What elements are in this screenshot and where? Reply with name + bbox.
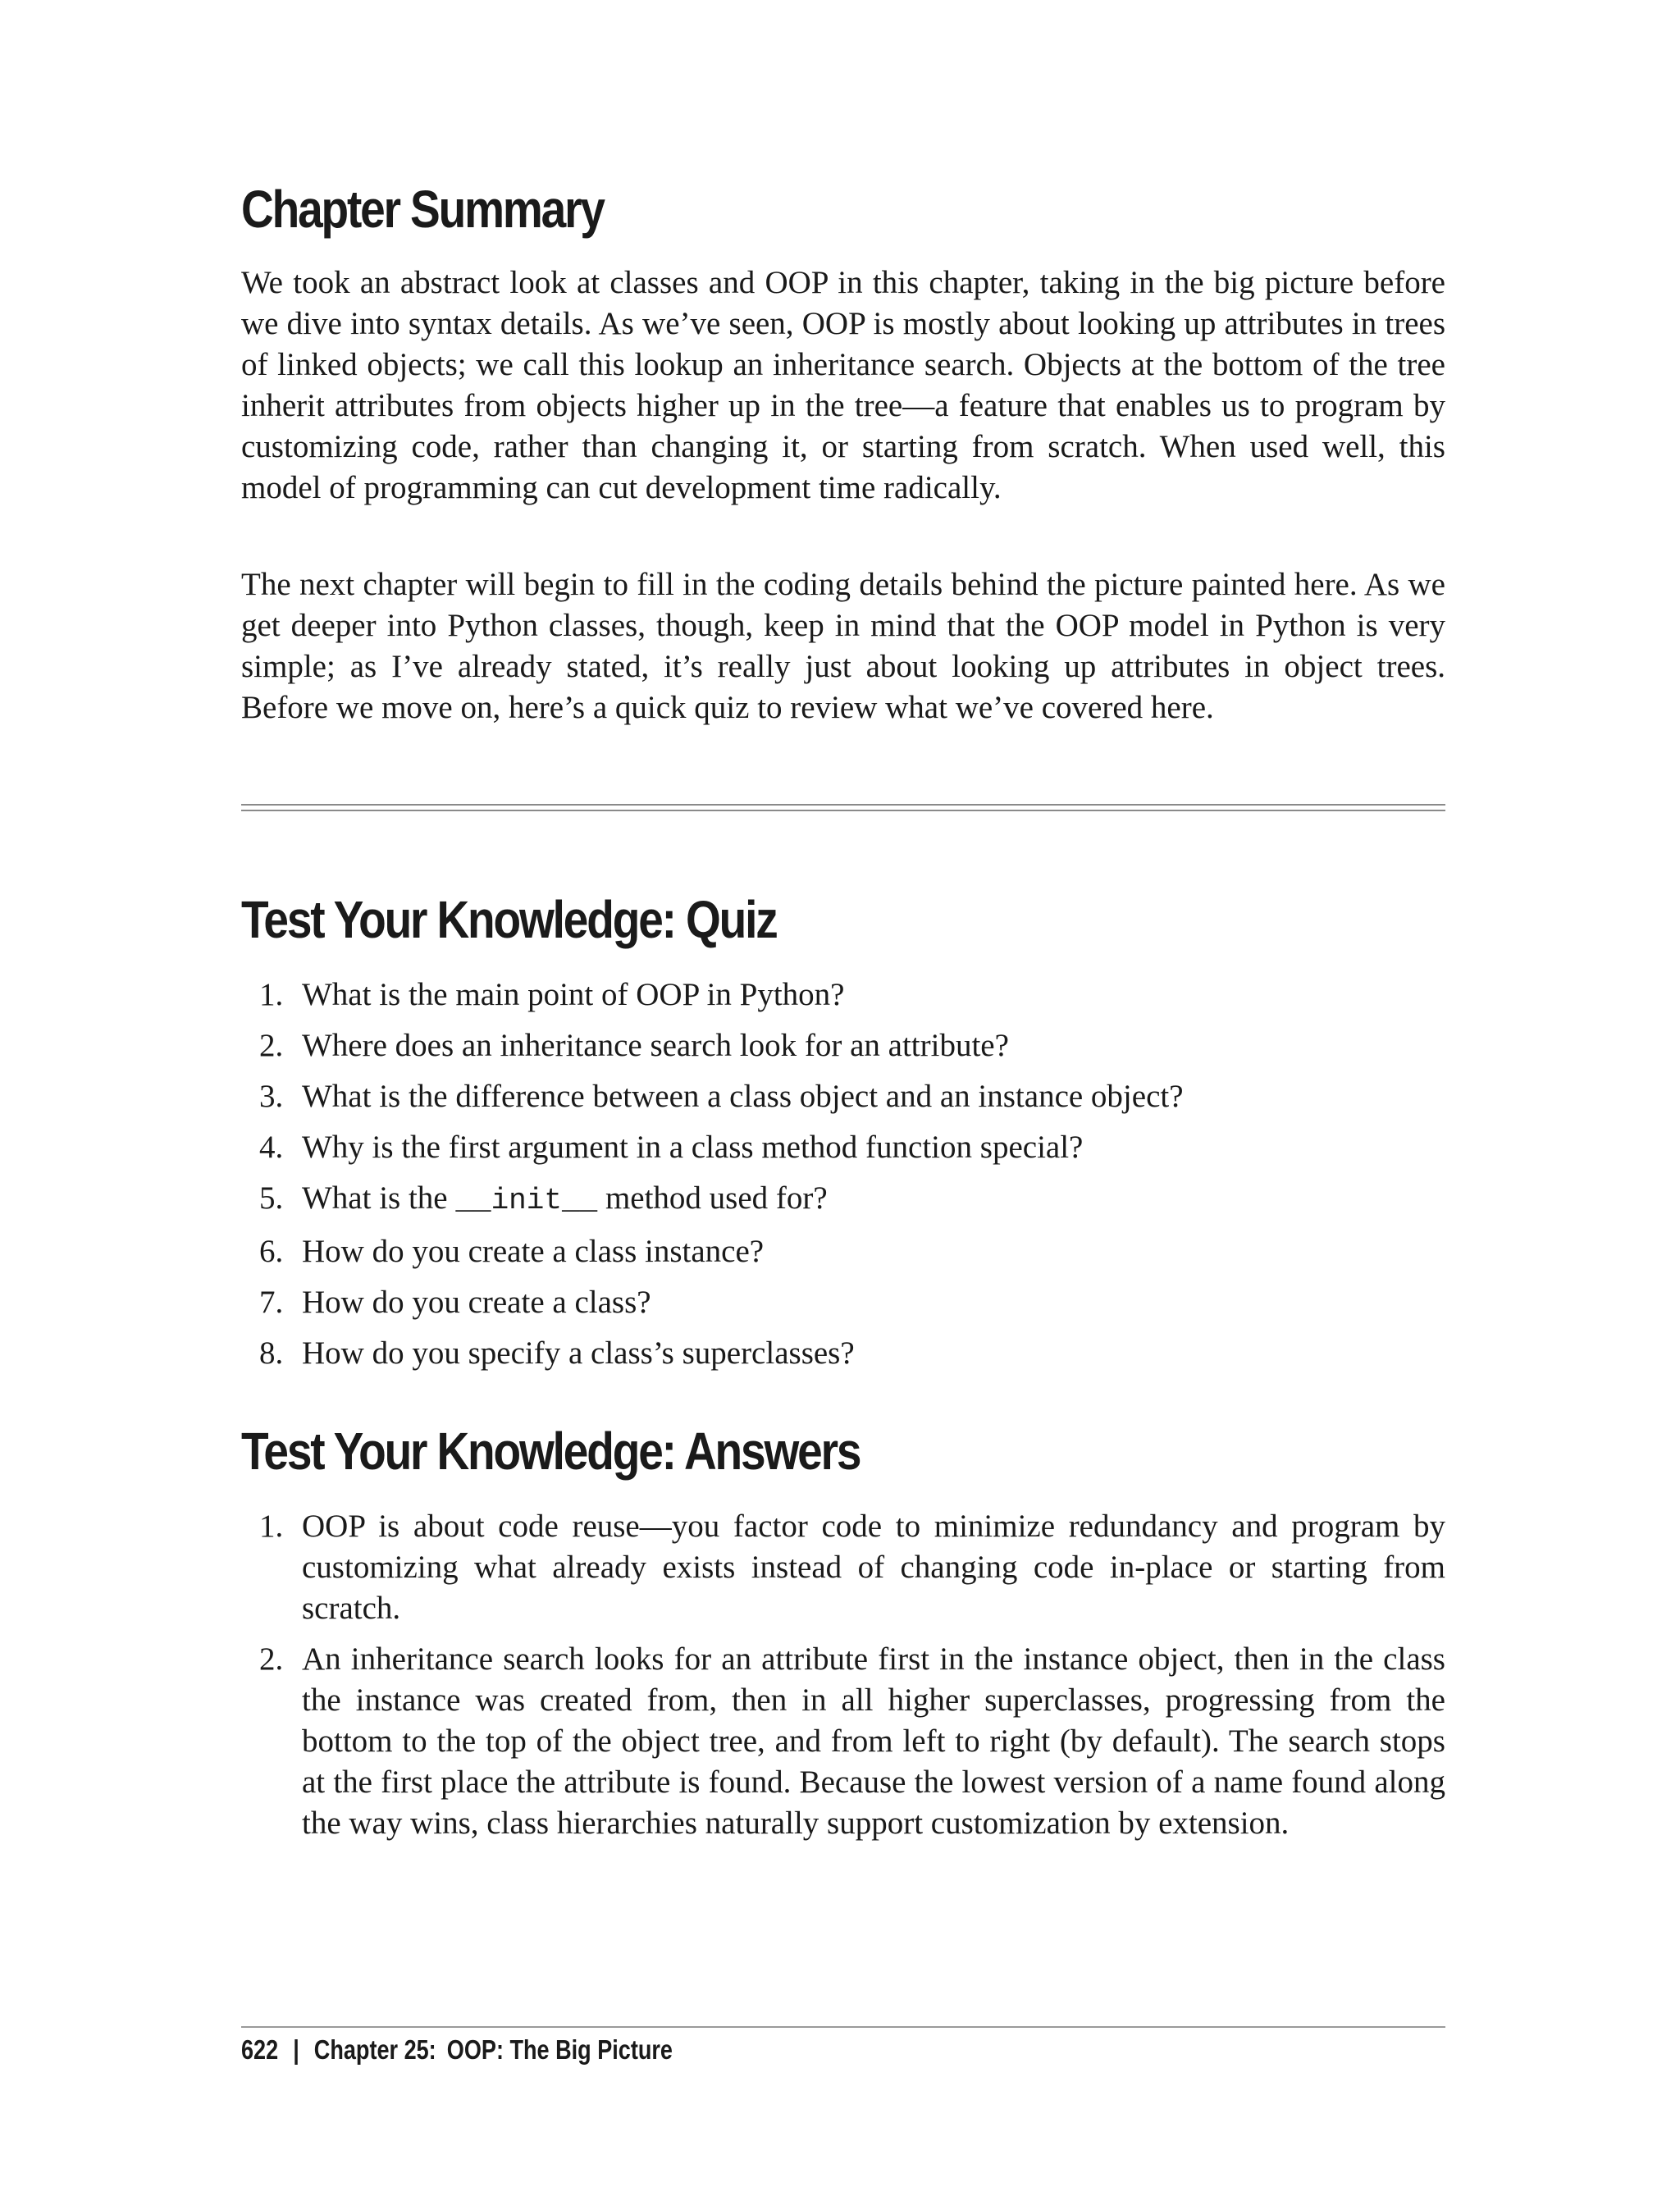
chapter-summary-heading: Chapter Summary: [241, 180, 604, 239]
quiz-item-text: Where does an inheritance search look for an attribute?: [302, 1028, 1009, 1063]
quiz-item: [241, 1178, 1445, 1221]
answer-item: [241, 1506, 1445, 1629]
quiz-item-number: 8.: [259, 1335, 284, 1371]
quiz-item-number: 5.: [259, 1180, 284, 1216]
answer-item-number: 2.: [259, 1641, 284, 1677]
quiz-item-text-after: method used for?: [597, 1180, 828, 1216]
footer-chapter-label: Chapter 25:: [313, 2034, 436, 2065]
quiz-item-number: 1.: [259, 977, 284, 1012]
quiz-item-text: How do you create a class?: [302, 1285, 651, 1320]
quiz-heading: Test Your Knowledge: Quiz: [241, 890, 777, 949]
quiz-item-text: What is the difference between a class object and an instance object?: [302, 1079, 1184, 1114]
quiz-item-text-before: What is the: [302, 1180, 456, 1216]
answer-item-text: OOP is about code reuse—you factor code to minimize redundancy and program by customizing what already exists instead of changing code in-place or starting from scratch.: [302, 1509, 1445, 1626]
quiz-item-number: 6.: [259, 1234, 284, 1269]
quiz-item: [241, 1231, 1445, 1272]
summary-paragraph-1: We took an abstract look at classes and OOP in this chapter, taking in the big picture before we dive into syntax details. As we’ve seen, OOP is mostly about looking up attributes in trees of linked objects; we call this lookup an inheritance search. Objects at the bottom of the tree inherit attributes from objects higher up in the tree—a feature that enables us to program by customizing code, rather than changing it, or starting from scratch. When used well, this model of programming can cut development time radically.: [241, 265, 1445, 505]
quiz-item-text: How do you specify a class’s superclasses?: [302, 1335, 855, 1371]
footer-chapter-title: OOP: The Big Picture: [446, 2034, 673, 2065]
footer-separator: |: [293, 2034, 299, 2065]
quiz-item-number: 4.: [259, 1130, 284, 1165]
answers-heading: Test Your Knowledge: Answers: [241, 1422, 861, 1481]
quiz-item: [241, 1282, 1445, 1323]
summary-paragraph-2: The next chapter will begin to fill in the coding details behind the picture painted here. As we get deeper into Python classes, though, keep in mind that the OOP model in Python is very simple; as I’ve already stated, it’s really just about looking up attributes in object trees. Before we move on, here’s a quick quiz to review what we’ve covered here.: [241, 567, 1445, 725]
quiz-item: [241, 1127, 1445, 1168]
answers-list: [241, 1506, 1445, 1854]
quiz-item-text: How do you create a class instance?: [302, 1234, 765, 1269]
footer-rule: [241, 2026, 1445, 2028]
init-method-code: __init__: [455, 1184, 598, 1217]
quiz-item-number: 3.: [259, 1079, 284, 1114]
quiz-item: [241, 1333, 1445, 1374]
page-number: 622: [241, 2034, 279, 2065]
answer-item-text: An inheritance search looks for an attribute first in the instance object, then in the class the instance was created from, then in all higher superclasses, progressing from the bottom to the top of the object tree, and from left to right (by default). The search stops at the first place the attribute is found. Because the lowest version of a name found along the way wins, class hierarchies naturally support customization by extension.: [302, 1641, 1445, 1841]
quiz-item-number: 7.: [259, 1285, 284, 1320]
quiz-item: [241, 975, 1445, 1016]
quiz-item: [241, 1025, 1445, 1066]
answer-item-number: 1.: [259, 1509, 284, 1544]
page-footer: [241, 2034, 673, 2066]
quiz-item-number: 2.: [259, 1028, 284, 1063]
quiz-list: [241, 975, 1445, 1384]
quiz-item-text: What is the main point of OOP in Python?: [302, 977, 845, 1012]
quiz-item: [241, 1076, 1445, 1117]
answer-item: [241, 1639, 1445, 1844]
section-divider: [241, 804, 1445, 811]
quiz-item-text: Why is the first argument in a class method function special?: [302, 1130, 1084, 1165]
